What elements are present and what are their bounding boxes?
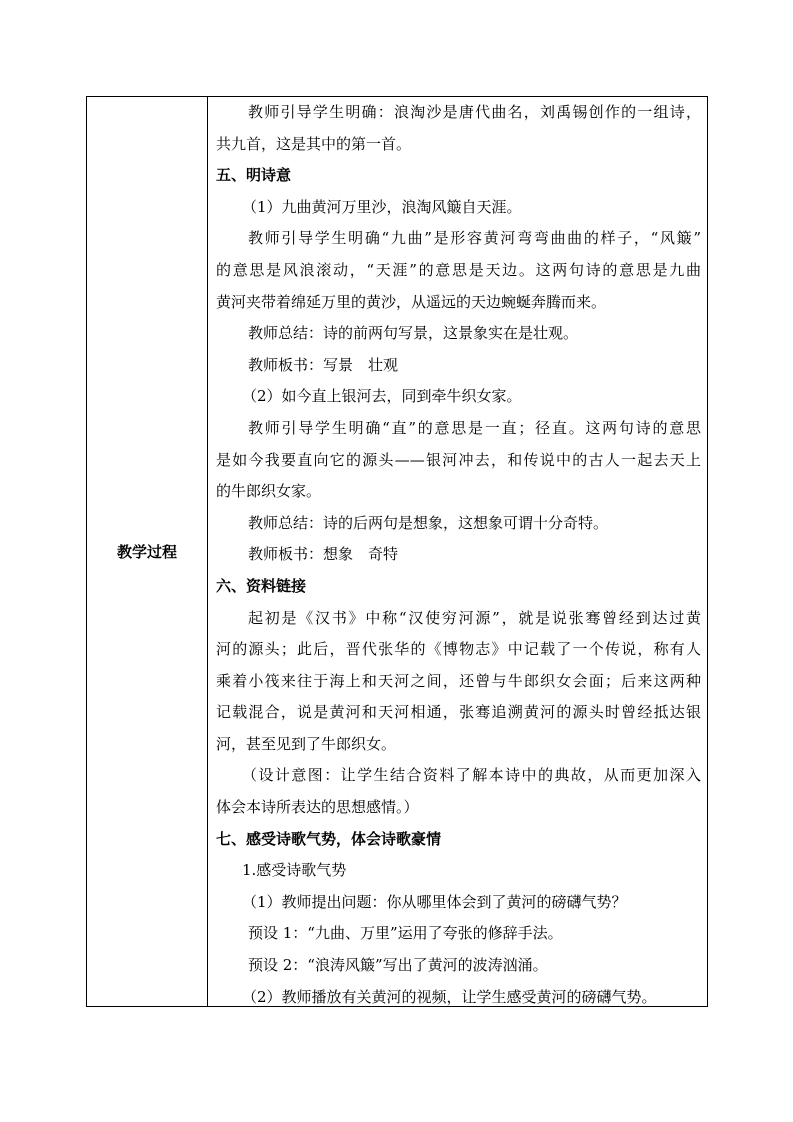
text-line: 共九首，这是其中的第一首。 <box>216 134 412 153</box>
section-heading: 五、明诗意 <box>216 166 292 185</box>
section-heading: 六、资料链接 <box>216 576 307 595</box>
text-line: 体会本诗所表达的思想感情。） <box>216 798 419 817</box>
text-line: 预设 1：“九曲、万里”运用了夸张的修辞手法。 <box>248 924 563 943</box>
text-line: 1.感受诗歌气势 <box>242 861 347 880</box>
text-line: 起初是《汉书》中称“汉使穷河源”，就是说张骞曾经到达过黄 <box>248 608 701 627</box>
text-line: 教师总结：诗的后两句是想象，这想象可谓十分奇特。 <box>248 513 609 532</box>
text-line: 黄河夹带着绵延万里的黄沙，从遥远的天边蜿蜒奔腾而来。 <box>216 292 607 311</box>
text-line: 是如今我要直向它的源头——银河冲去，和传说中的古人一起去天上 <box>216 450 701 469</box>
text-line: （2）如今直上银河去，同到牵牛织女家。 <box>242 387 522 406</box>
text-line: 的牛郎织女家。 <box>216 482 322 501</box>
text-line: 教师引导学生明确“直”的意思是一直；径直。这两句诗的意思 <box>248 418 701 437</box>
text-line: 预设 2：“浪涛风簸”写出了黄河的波涛汹涌。 <box>248 956 548 975</box>
text-line: 河，甚至见到了牛郎织女。 <box>216 734 397 753</box>
text-line: 教师板书：写景 壮观 <box>248 355 399 374</box>
lesson-table <box>86 96 708 1007</box>
text-line: 河的源头；此后，晋代张华的《博物志》中记载了一个传说，称有人 <box>216 640 701 659</box>
text-line: 记载混合，说是黄河和天河相通，张骞追溯黄河的源头时曾经抵达银 <box>216 703 701 722</box>
text-line: 教师引导学生明确“九曲”是形容黄河弯弯曲曲的样子，“风簸” <box>248 229 701 248</box>
text-line: 教师总结：诗的前两句写景，这景象实在是壮观。 <box>248 324 579 343</box>
text-line: 乘着小筏来往于海上和天河之间，还曾与牛郎织女会面；后来这两种 <box>216 671 701 690</box>
text-line: （2）教师播放有关黄河的视频，让学生感受黄河的磅礴气势。 <box>242 987 657 1006</box>
text-line: 的意思是风浪滚动，“天涯”的意思是天边。这两句诗的意思是九曲 <box>216 260 701 279</box>
content-cell <box>208 97 707 1006</box>
text-line: （设计意图：让学生结合资料了解本诗中的典故，从而更加深入 <box>242 766 701 785</box>
row-label-teaching-process: 教学过程 <box>87 97 208 1006</box>
text-line: 教师引导学生明确：浪淘沙是唐代曲名，刘禹锡创作的一组诗， <box>248 103 701 121</box>
text-line: （1）九曲黄河万里沙，浪淘风簸自天涯。 <box>242 197 522 216</box>
text-line: 教师板书：想象 奇特 <box>248 545 399 564</box>
text-line: （1）教师提出问题：你从哪里体会到了黄河的磅礴气势？ <box>242 892 627 911</box>
section-heading: 七、感受诗歌气势，体会诗歌豪情 <box>216 829 442 848</box>
